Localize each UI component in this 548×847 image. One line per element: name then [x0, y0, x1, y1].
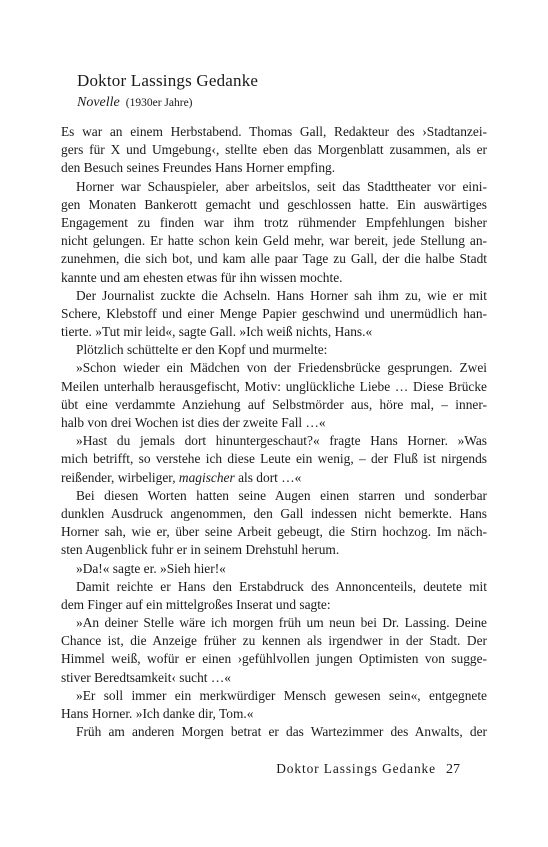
- chapter-heading: [77, 70, 258, 113]
- text-line: gen Monaten Bankerott gemacht und geschlossen hatte. Ein auswärtiges: [61, 196, 487, 212]
- text-line: [61, 469, 487, 487]
- running-footer: [276, 760, 460, 779]
- text-line: übt eine verdammte Anziehung auf Selbstmörder aus, höre mal, – inner-: [61, 396, 487, 412]
- text-line: Hans Horner. »Ich danke dir, Tom.«: [61, 706, 254, 721]
- text-line: Horner sah, wie er, über seine Arbeit gebeugt, die Stirn hochzog. Im näch-: [61, 524, 487, 540]
- text-line: den Besuch seines Freundes Hans Horner empfing.: [61, 160, 336, 176]
- text-line: Schere, Klebstoff und einer Menge Papier geschwind und unermüdlich han-: [61, 305, 487, 321]
- running-title: Doktor Lassings Gedanke: [276, 761, 436, 776]
- text-line: dunklen Ausdruck angenommen, den Gall indessen nicht bemerkte. Hans: [61, 505, 487, 521]
- text-line: Früh am anderen Morgen betrat er das Wartezimmer des Anwalts, der: [76, 724, 487, 740]
- text-line: sten Augenblick fuhr er in seinem Drehstuhl herum.: [61, 542, 340, 558]
- text-line: dem Finger auf ein mittelgroßes Inserat und sagte:: [61, 596, 331, 612]
- text-segment: als dort …«: [238, 469, 302, 485]
- text-line: »Er soll immer ein merkwürdiger Mensch gewesen sein«, entgegnete: [76, 687, 487, 703]
- chapter-title: Doktor Lassings Gedanke: [77, 71, 259, 90]
- text-line: Himmel weiß, wofür er einen ›gefühlvollen jungen Optimisten von sugge-: [61, 651, 487, 667]
- text-line: stiver Beredtsamkeit‹ sucht …«: [61, 669, 231, 685]
- text-line: kannte und am ehesten etwas für ihn wissen mochte.: [61, 269, 343, 285]
- text-line: gers für X und Umgebung‹, stellte eben das Morgenblatt zusammen, als er: [61, 142, 487, 158]
- text-line: tierte. »Tut mir leid«, sagte Gall. »Ich weiß nichts, Hans.«: [61, 324, 373, 340]
- text-line: nicht gelungen. Er hatte schon kein Geld mehr, war bereit, jede Stellung an-: [61, 233, 487, 249]
- year-note: (1930er Jahre): [125, 97, 193, 109]
- text-line: zunehmen, die sich bot, und kam alle paar Tage zu Gall, der die halbe Stadt: [61, 251, 487, 267]
- text-line: Engagement zu finden war ihm trotz rühmender Empfehlungen bisher: [61, 214, 487, 230]
- text-line: Chance ist, die Anzeige früher zu kennen als irgendwer in der Stadt. Der: [61, 633, 487, 649]
- text-line: »Da!« sagte er. »Sieh hier!«: [76, 560, 226, 576]
- text-line: Horner war Schauspieler, aber arbeitslos, seit das Stadttheater vor eini-: [76, 178, 487, 194]
- page-number: 27: [446, 762, 460, 777]
- chapter-subtitle: [77, 93, 258, 113]
- text-line: Es war an einem Herbstabend. Thomas Gall, Redakteur des ›Stadtanzei-: [61, 124, 487, 139]
- emphasized-word: magischer: [178, 469, 235, 485]
- text-segment: reißender, wirbeliger,: [61, 469, 176, 485]
- text-line: halb von drei Wochen ist dies der zweite Fall …«: [61, 415, 326, 430]
- text-line: »An deiner Stelle wäre ich morgen früh um neun bei Dr. Lassing. Deine: [76, 615, 487, 631]
- text-line: Meilen unterhalb herausgefischt, Motiv: unglückliche Liebe … Diese Brücke: [61, 378, 487, 394]
- text-line: »Schon wieder ein Mädchen von der Friedensbrücke gesprungen. Zwei: [76, 360, 487, 376]
- text-line: mich betrifft, so verstehe ich diese Leute ein wenig, – der Fluß ist nirgends: [61, 451, 487, 467]
- body-text: [61, 123, 487, 741]
- text-line: Der Journalist zuckte die Achseln. Hans Horner sah ihm zu, wie er mit: [76, 287, 487, 303]
- genre-label: Novelle: [77, 95, 120, 110]
- text-line: Bei diesen Worten hatten seine Augen einen starren und sonderbar: [76, 487, 487, 503]
- text-line: Plötzlich schüttelte er den Kopf und murmelte:: [76, 342, 328, 358]
- text-line: »Hast du jemals dort hinuntergeschaut?« fragte Hans Horner. »Was: [76, 433, 487, 449]
- text-line: Damit reichte er Hans den Erstabdruck des Annoncenteils, deutete mit: [76, 578, 487, 594]
